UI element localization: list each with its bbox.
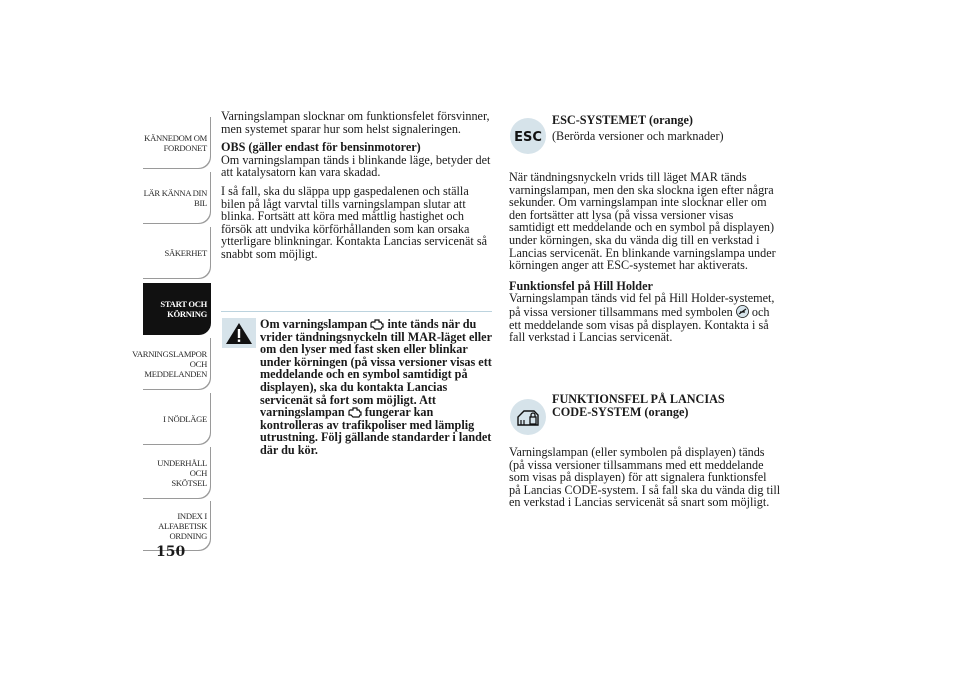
section-heading: Funktionsfel på Hill Holder <box>509 278 653 293</box>
paragraph: I så fall, ska du släppa upp gaspedalenen och ställa bilen på lågt varvtal tills varningslampan slutar att blinka. Fortsätt att köra med måttlig hastighet och försök att undvika körförhållanden som kan orsaka ytterligare blinkningar. Kontakta Lancias servicenät så snabbt som möjligt. <box>221 183 487 261</box>
warning-text-b: inte tänds när du vrider tändningsnyckeln till MAR-läget eller om den lyser med fast sken eller blinkar under körningen (på vissa versioner visas ett meddelande och en symbol samtidigt på displayen), ska du kontakta Lancias servicenät så fort som möjligt. Att varningslampan <box>260 317 492 420</box>
page-number: 150 <box>156 544 186 560</box>
tab-kannedom[interactable]: KÄNNEDOM OM FORDONET <box>143 117 211 169</box>
paragraph: När tändningsnyckeln vrids till läget MAR tänds varningslampan, men den ska slockna igen efter några sekunder. Om varningslampan inte slocknar eller om den fortsätter att lysa (på vissa versioner visas samtidigt ett meddelande och en symbol på displayen) under körningen, ska du vända dig till en verkstad i Lancias servicenät. En blinkande varningslampa under körningen anger att ESC-systemet har aktiverats. <box>509 170 776 273</box>
code-system-icon <box>509 398 547 436</box>
tab-varningslampor[interactable]: VARNINGSLAMPOR OCH MEDDELANDEN <box>143 338 211 390</box>
right-column <box>509 171 781 350</box>
paragraph <box>509 292 781 343</box>
hill-holder-text-b: och ett meddelande som visas på displayen. Kontakta i så fall verkstad i Lancias servicenät. <box>509 304 770 345</box>
tab-nodlage[interactable]: I NÖDLÄGE <box>143 393 211 445</box>
code-system-title: FUNKTIONSFEL PÅ LANCIAS CODE-SYSTEM (orange) <box>552 392 725 419</box>
engine-icon <box>348 407 362 418</box>
engine-icon <box>370 319 384 330</box>
paragraph: Varningslampan (eller symbolen på displayen) tänds (på vissa versioner tillsammans med ett meddelande som visas på displayen) för att signalera funktionsfel på Lancias CODE-system. I så fall ska du vända dig till en verkstad i Lancias servicenät så snart som möjligt. <box>509 445 781 510</box>
esc-subtitle: (Berörda versioner och marknader) <box>552 128 724 143</box>
hill-holder-icon <box>736 305 749 318</box>
tab-lar-kanna[interactable]: LÄR KÄNNA DIN BIL <box>143 172 211 224</box>
esc-heading-block <box>552 114 772 142</box>
code-system-text <box>509 446 781 515</box>
tab-underhall[interactable]: UNDERHÅLL OCH SKÖTSEL <box>143 447 211 499</box>
section-heading: OBS (gäller endast för bensinmotorer) <box>221 140 421 155</box>
esc-title: ESC-SYSTEMET (orange) <box>552 113 693 127</box>
tab-index[interactable]: INDEX I ALFABETISK ORDNING <box>143 501 211 551</box>
paragraph: Varningslampan slocknar om funktionsfelet försvinner, men systemet sparar hur som helst signaleringen. <box>221 109 490 136</box>
warning-text <box>221 318 492 457</box>
paragraph: Om varningslampan tänds i blinkande läge, betyder det att katalysatorn kan vara skadad. <box>221 152 491 180</box>
hill-holder-text-a: Varningslampan tänds vid fel på Hill Holder-systemet, på vissa versioner tillsammans med symbolen <box>509 291 775 319</box>
esc-icon-label: ESC <box>514 130 542 145</box>
esc-icon <box>509 117 547 155</box>
warning-text-a: Om varningslampan <box>260 317 368 331</box>
tab-start-korning[interactable]: START OCH KÖRNING <box>143 283 211 335</box>
tab-sakerhet[interactable]: SÄKERHET <box>143 227 211 279</box>
warning-text-c: fungerar kan kontrolleras av trafikpoliser med lämplig utrustning. Följ gällande standarder i landet där du kör. <box>260 405 492 457</box>
left-column <box>221 110 492 267</box>
divider <box>221 311 492 312</box>
